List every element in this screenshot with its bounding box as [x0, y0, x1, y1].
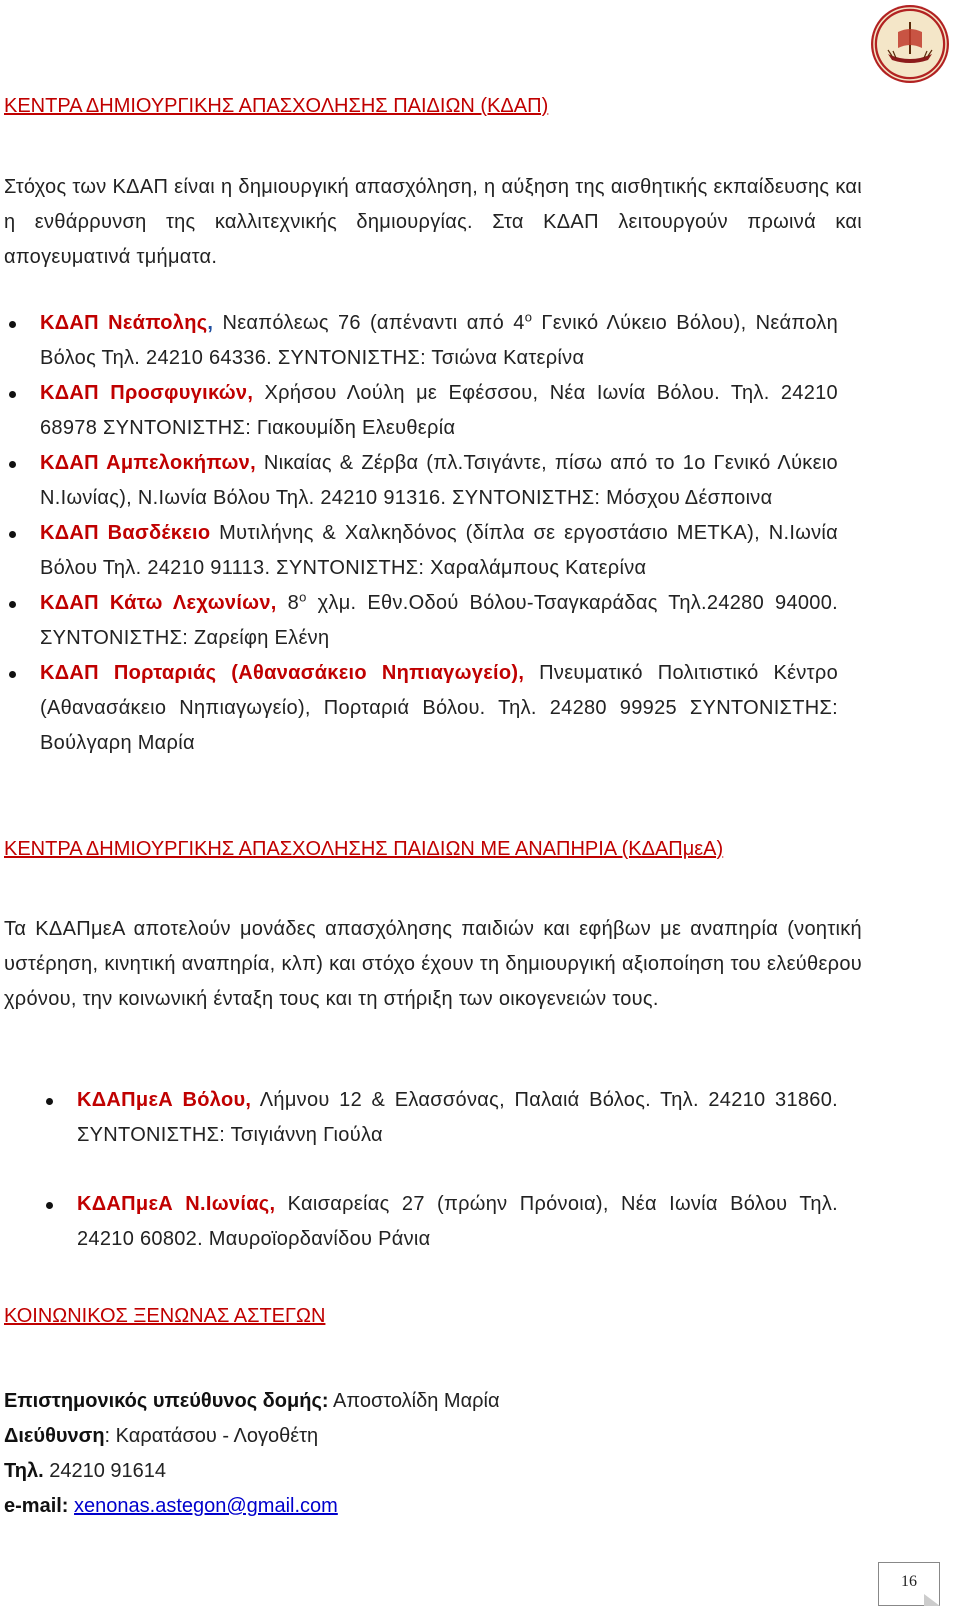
kdapmea-section-heading: ΚΕΝΤΡΑ ΔΗΜΙΟΥΡΓΙΚΗΣ ΑΠΑΣΧΟΛΗΣΗΣ ΠΑΙΔΙΩΝ ΜΕ ΑΝΑΠΗΡΙΑ (ΚΔΑΠμεΑ): [4, 838, 724, 860]
manager-value: Αποστολίδη Μαρία: [328, 1390, 500, 1412]
shelter-email-line: [4, 1489, 500, 1524]
page-number: 16: [901, 1573, 917, 1590]
center-details: Λήμνου 12 & Ελασσόνας, Παλαιά Βόλος. Τηλ. 24210 31860. ΣΥΝΤΟΝΙΣΤΗΣ: Τσιγιάννη Γιούλα: [77, 1089, 839, 1146]
center-details: Καισαρείας 27 (πρώην Πρόνοια), Νέα Ιωνία Βόλου Τηλ. 24210 60802. Μαυροϊορδανίδου Ράνια: [77, 1193, 838, 1250]
page-curl-icon: [924, 1594, 940, 1606]
center-details: Γενικό Λύκειο Βόλου), Νεάπολη Βόλος Τηλ. 24210 64336. ΣΥΝΤΟΝΙΣΤΗΣ: Τσιώνα Κατερίνα: [40, 312, 838, 369]
shelter-contact-block: [4, 1384, 500, 1524]
email-label: e-mail:: [4, 1495, 69, 1517]
list-item: [40, 516, 838, 586]
center-details: Μυτιλήνης & Χαλκηδόνος (δίπλα σε εργοστάσιο ΜΕΤΚΑ), Ν.Ιωνία Βόλου Τηλ. 24210 91113. ΣΥΝΤΟΝΙΣΤΗΣ: Χαραλάμπους Κατερίνα: [40, 522, 839, 579]
center-name: ΚΔΑΠ Νεάπολης: [40, 312, 208, 334]
phone-value: 24210 91614: [43, 1460, 166, 1482]
email-link[interactable]: xenonas.astegon@gmail.com: [74, 1495, 338, 1517]
center-name: ΚΔΑΠ Βασδέκειο: [40, 522, 211, 544]
center-details: Νεαπόλεως 76 (απέναντι από 4: [213, 312, 525, 334]
ordinal-superscript: ο: [524, 309, 533, 325]
center-name: ΚΔΑΠμεΑ Βόλου,: [77, 1089, 252, 1111]
ordinal-superscript: ο: [299, 589, 307, 605]
center-name: ΚΔΑΠ Αμπελοκήπων,: [40, 452, 256, 474]
list-item: [40, 376, 838, 446]
center-name: ΚΔΑΠ Κάτω Λεχωνίων,: [40, 592, 277, 614]
list-item: [40, 586, 838, 656]
center-name: ΚΔΑΠμεΑ Ν.Ιωνίας,: [77, 1193, 276, 1215]
address-value: : Καρατάσου - Λογοθέτη: [104, 1425, 319, 1447]
shelter-address-line: [4, 1419, 500, 1454]
manager-label: Επιστημονικός υπεύθυνος δομής:: [4, 1390, 329, 1412]
kdap-intro-paragraph: Στόχος των ΚΔΑΠ είναι η δημιουργική απασχόληση, η αύξηση της αισθητικής εκπαίδευσης και η ενθάρρυνση της καλλιτεχνικής δημιουργίας. Στα ΚΔΑΠ λειτουργούν πρωινά και απογευματινά τμήματα.: [4, 176, 862, 268]
list-item: [40, 306, 838, 376]
page-number-box: [878, 1562, 940, 1606]
center-details: χλμ. Εθν.Οδού Βόλου-Τσαγκαράδας Τηλ.24280 94000. ΣΥΝΤΟΝΙΣΤΗΣ: Ζαρείφη Ελένη: [40, 592, 838, 649]
center-details: Πνευματικό Πολιτιστικό Κέντρο (Αθανασάκειο Νηπιαγωγείο), Πορταριά Βόλου. Τηλ. 24280 99925 ΣΥΝΤΟΝΙΣΤΗΣ: Βούλγαρη Μαρία: [40, 662, 838, 754]
shelter-phone-line: [4, 1454, 500, 1489]
list-item: [40, 446, 838, 516]
kdapmea-intro-paragraph: Τα ΚΔΑΠμεΑ αποτελούν μονάδες απασχόλησης παιδιών και εφήβων με αναπηρία (νοητική υστέρηση, κινητική αναπηρία, κλπ) και στόχο έχουν τη δημιουργική αξιοποίηση του ελεύθερου χρόνου, την κοινωνική ένταξη τους και τη στήριξη των οικογενειών τους.: [4, 918, 862, 1010]
center-details: 8: [276, 592, 300, 614]
center-name: ΚΔΑΠ Προσφυγικών,: [40, 382, 254, 404]
kdap-center-list: [40, 306, 838, 761]
list-item: [40, 656, 838, 761]
center-details: Χρήσου Λούλη με Εφέσσου, Νέα Ιωνία Βόλου. Τηλ. 24210 68978 ΣΥΝΤΟΝΙΣΤΗΣ: Γιακουμίδη Ελευθερία: [40, 382, 838, 439]
shelter-section-heading: ΚΟΙΝΩΝΙΚΟΣ ΞΕΝΩΝΑΣ ΑΣΤΕΓΩΝ: [4, 1305, 326, 1327]
list-item: [77, 1187, 838, 1257]
kdap-section-heading: ΚΕΝΤΡΑ ΔΗΜΙΟΥΡΓΙΚΗΣ ΑΠΑΣΧΟΛΗΣΗΣ ΠΑΙΔΙΩΝ (ΚΔΑΠ): [4, 95, 549, 117]
center-name: ΚΔΑΠ Πορταριάς (Αθανασάκειο Νηπιαγωγείο),: [40, 662, 525, 684]
center-name-comma: ,: [207, 312, 214, 334]
shelter-manager-line: [4, 1384, 500, 1419]
center-details: Νικαίας & Ζέρβα (πλ.Τσιγάντε, πίσω από το 1ο Γενικό Λύκειο Ν.Ιωνίας), Ν.Ιωνία Βόλου Τηλ. 24210 91316. ΣΥΝΤΟΝΙΣΤΗΣ: Μόσχου Δέσποινα: [40, 452, 838, 509]
phone-label: Τηλ.: [4, 1460, 44, 1482]
organization-logo-icon: [868, 2, 952, 86]
list-item: [77, 1083, 838, 1153]
address-label: Διεύθυνση: [4, 1425, 105, 1447]
kdapmea-center-list: [77, 1083, 838, 1257]
